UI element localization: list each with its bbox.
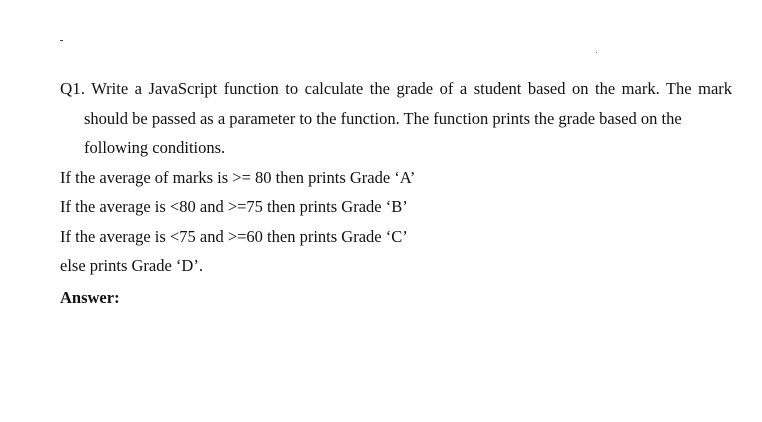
- question-text-1: Write a JavaScript function to calculate the grade of a student based on the mark. The mark: [91, 79, 733, 98]
- question-line-1: [60, 74, 732, 104]
- question-line-3: following conditions.: [84, 138, 226, 157]
- page-corner-mark: [60, 40, 63, 41]
- condition-line-d: else prints Grade ‘D’.: [60, 256, 203, 275]
- answer-label: Answer:: [60, 287, 120, 307]
- question-block: [60, 74, 732, 312]
- condition-line-a: If the average of marks is >= 80 then prints Grade ‘A’: [60, 167, 416, 187]
- condition-line-c: If the average is <75 and >=60 then prints Grade ‘C’: [60, 226, 408, 246]
- page-dot-mark: [596, 52, 597, 53]
- question-line-2: should be passed as a parameter to the function. The function prints the grade based on the: [84, 108, 682, 128]
- condition-line-b: If the average is <80 and >=75 then prints Grade ‘B’: [60, 197, 408, 216]
- question-number: Q1.: [60, 79, 86, 98]
